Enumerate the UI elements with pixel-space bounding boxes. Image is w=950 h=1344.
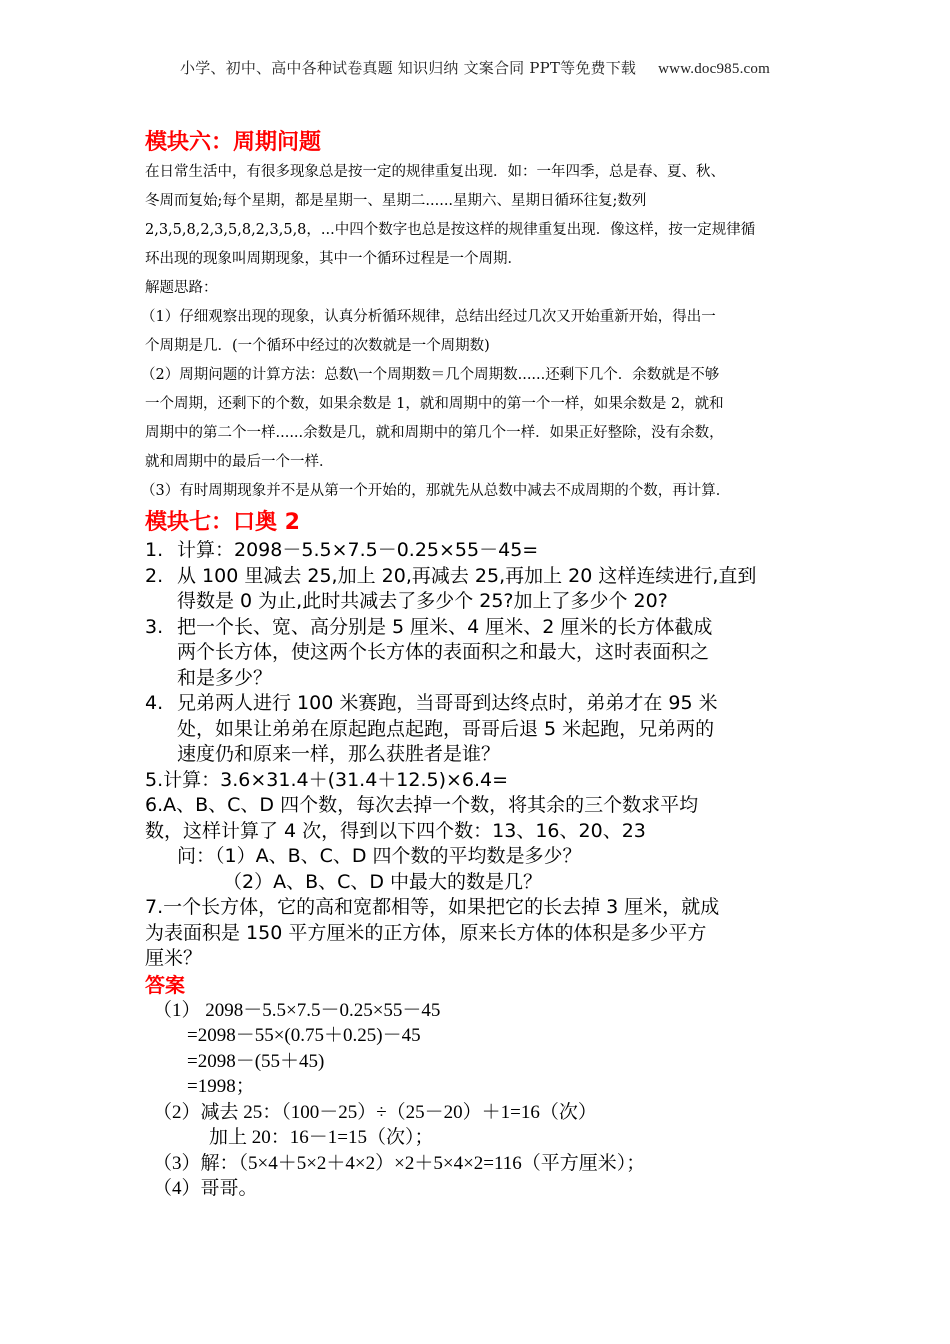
question-4-line2: 处，如果让弟弟在原起跑点起跑，哥哥后退 5 米起跑，兄弟两的 — [177, 717, 715, 740]
question-number: 3. — [145, 615, 164, 638]
question-number: 2. — [145, 564, 164, 587]
document-body — [141, 128, 815, 1202]
question-text: 计算：2098－5.5×7.5－0.25×55－45= — [177, 539, 539, 561]
question-3-line3: 和是多少？ — [177, 666, 273, 689]
question-2-line1 — [145, 564, 815, 590]
question-6-line3: 问：（1）A、B、C、D 四个数的平均数是多少？ — [177, 845, 582, 867]
step2-line2: 一个周期，还剩下的个数，如果余数是 1，就和周期中的第一个一样，如果余数是 2，就和 — [145, 396, 724, 412]
question-number: 1. — [145, 539, 164, 561]
question-number: 4. — [145, 692, 164, 714]
question-5: 5.计算：3.6×31.4＋(31.4＋12.5)×6.4= — [145, 768, 509, 791]
answer-4: （4）哥哥。 — [153, 1178, 258, 1199]
page-header — [0, 57, 950, 78]
question-7-line1: 7.一个长方体，它的高和宽都相等，如果把它的长去掉 3 厘米，就成 — [145, 896, 720, 918]
module6-intro-line2: 冬周而复始;每个星期，都是星期一、星期二......星期六、星期日循环往复;数列 — [145, 193, 647, 209]
module6-title: 模块六：周期问题 — [145, 130, 322, 155]
answers-title: 答案 — [145, 972, 185, 997]
question-7-line3: 厘米？ — [145, 947, 203, 969]
module7-title: 模块七：口奥 2 — [145, 510, 300, 535]
approach-label: 解题思路： — [145, 280, 218, 296]
answer-1-line3: =2098－(55＋45) — [187, 1050, 325, 1072]
step3-line: （3）有时周期现象并不是从第一个开始的，那就先从总数中减去不成周期的个数，再计算． — [141, 483, 731, 499]
step1-line2: 个周期是几．(一个循环中经过的次数就是一个周期数) — [145, 338, 490, 354]
question-4-line1 — [145, 691, 815, 717]
answer-1-line4: =1998； — [187, 1076, 255, 1097]
answer-2-line1: （2）减去 25：（100－25）÷（25－20）＋1=16（次） — [153, 1101, 597, 1123]
question-3-line2: 两个长方体，使这两个长方体的表面积之和最大，这时表面积之 — [177, 641, 710, 663]
question-2-line2: 得数是 0 为止,此时共减去了多少个 25?加上了多少个 20? — [177, 590, 668, 612]
answer-1-line2: =2098－55×(0.75＋0.25)－45 — [187, 1025, 421, 1046]
step2-line1: （2）周期问题的计算方法：总数\一个周期数＝几个周期数......还剩下几个．余数就是不够 — [141, 367, 720, 383]
question-text: 从 100 里减去 25,加上 20,再减去 25,再加上 20 这样连续进行,直到 — [177, 564, 757, 587]
question-1 — [145, 538, 815, 564]
question-7-line2: 为表面积是 150 平方厘米的正方体，原来长方体的体积是多少平方 — [145, 921, 707, 944]
header-text: 小学、初中、高中各种试卷真题 知识归纳 文案合同 PPT等免费下载 — [180, 59, 637, 77]
answer-1-line1: （1） 2098－5.5×7.5－0.25×55－45 — [153, 999, 441, 1021]
question-6-line4: （2）A、B、C、D 中最大的数是几？ — [223, 870, 543, 893]
step1-line1: （1）仔细观察出现的现象，认真分析循环规律，总结出经过几次又开始重新开始，得出一 — [141, 309, 716, 325]
answer-2-line2: 加上 20：16－1=15（次）； — [209, 1127, 434, 1148]
question-3-line1 — [145, 615, 815, 641]
question-6-line2: 数，这样计算了 4 次，得到以下四个数：13、16、20、23 — [145, 819, 646, 842]
question-text: 兄弟两人进行 100 米赛跑，当哥哥到达终点时，弟弟才在 95 米 — [177, 692, 718, 714]
module6-intro-line4: 环出现的现象叫周期现象，其中一个循环过程是一个周期． — [145, 251, 522, 267]
step2-line4: 就和周期中的最后一个一样． — [145, 454, 334, 470]
step2-line3: 周期中的第二个一样......余数是几，就和周期中的第几个一样．如果正好整除，没有余数， — [145, 425, 724, 441]
answer-3: （3）解：（5×4＋5×2＋4×2）×2＋5×4×2=116（平方厘米）； — [153, 1152, 646, 1174]
question-text: 把一个长、宽、高分别是 5 厘米、4 厘米、2 厘米的长方体截成 — [177, 615, 713, 638]
module6-intro-line1: 在日常生活中，有很多现象总是按一定的规律重复出现．如：一年四季，总是春、夏、秋、 — [145, 164, 725, 180]
module6-intro-line3: 2,3,5,8,2,3,5,8,2,3,5,8，...中四个数字也总是按这样的规律重复出现．像这样，按一定规律循 — [145, 222, 756, 238]
question-4-line3: 速度仍和原来一样，那么获胜者是谁？ — [177, 743, 501, 765]
question-6-line1: 6.A、B、C、D 四个数，每次去掉一个数，将其余的三个数求平均 — [145, 794, 699, 816]
header-url[interactable]: www.doc985.com — [658, 61, 770, 77]
